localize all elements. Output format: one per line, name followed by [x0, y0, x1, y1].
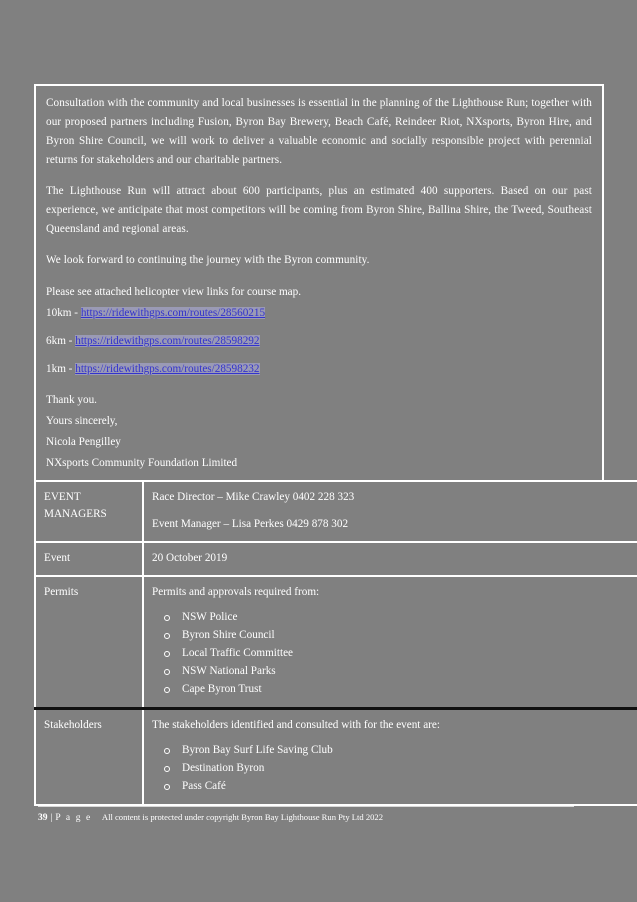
link-label-1km: 1km - — [46, 363, 73, 375]
list-item: NSW National Parks — [182, 663, 632, 680]
row-label-line1: EVENT — [44, 491, 81, 503]
row-label-event: Event — [35, 542, 143, 576]
footer-copyright: All content is protected under copyright Byron Bay Lighthouse Run Pty Ltd 2022 — [101, 812, 384, 822]
row-value-event-managers — [143, 481, 637, 542]
link-row-1km — [46, 359, 592, 380]
course-map-link-6km[interactable]: https://ridewithgps.com/routes/28598292 — [75, 335, 260, 347]
signature-valediction: Yours sincerely, — [46, 415, 118, 427]
list-item: Byron Bay Surf Life Saving Club — [182, 742, 632, 759]
signature-name: Nicola Pengilley — [46, 436, 121, 448]
footer-page-word: P a g e — [55, 813, 92, 823]
link-row-6km — [46, 331, 592, 352]
paragraph-closing: We look forward to continuing the journey with the Byron community. — [46, 254, 370, 266]
table-row-stakeholders — [35, 709, 637, 806]
list-item: Cape Byron Trust — [182, 681, 632, 698]
list-item: NSW Police — [182, 609, 632, 626]
stakeholders-heading: The stakeholders identified and consulted with for the event are: — [152, 719, 440, 731]
row-value-event-date: 20 October 2019 — [143, 542, 637, 576]
row-label-stakeholders: Stakeholders — [35, 709, 143, 806]
row-label-permits: Permits — [35, 576, 143, 709]
stakeholders-list — [152, 742, 632, 795]
paragraph-participants: The Lighthouse Run will attract about 600 participants, plus an estimated 400 supporters. Based on our past experience, we anticipate that most competitors will be coming from Byron Shire, Ballina Shire, the Tweed, Southeast Queensland and regional areas. — [46, 185, 592, 235]
event-details-table — [34, 480, 637, 806]
page-content — [34, 84, 604, 806]
race-director-contact: Race Director – Mike Crawley 0402 228 323 — [152, 491, 355, 503]
signature-block — [46, 390, 592, 474]
permits-list — [152, 609, 632, 698]
signature-thanks: Thank you. — [46, 394, 97, 406]
link-label-6km: 6km - — [46, 335, 73, 347]
row-label-line2: MANAGERS — [44, 508, 107, 520]
signature-organisation: NXsports Community Foundation Limited — [46, 457, 238, 469]
page-footer — [38, 811, 598, 825]
links-intro: Please see attached helicopter view links for course map. — [46, 286, 302, 298]
list-item: Local Traffic Committee — [182, 645, 632, 662]
table-row-event-managers — [35, 481, 637, 542]
event-manager-contact: Event Manager – Lisa Perkes 0429 878 302 — [152, 518, 349, 530]
row-value-stakeholders — [143, 709, 637, 806]
permits-heading: Permits and approvals required from: — [152, 586, 320, 598]
link-label-10km: 10km - — [46, 307, 79, 319]
row-label-event-managers — [35, 481, 143, 542]
list-item: Pass Café — [182, 778, 632, 795]
paragraph-consultation: Consultation with the community and local businesses is essential in the planning of the Lighthouse Run; together with our proposed partners including Fusion, Byron Bay Brewery, Beach Café, Reindeer Riot, NXsports, Byron Hire, and Byron Shire Council, we will work to deliver a valuable economic and socially responsible project with perennial returns for stakeholders and our charitable partners. — [46, 97, 592, 166]
table-row-event-date — [35, 542, 637, 576]
link-row-10km — [46, 303, 592, 324]
row-value-permits — [143, 576, 637, 709]
list-item: Destination Byron — [182, 760, 632, 777]
footer-separator: | — [50, 813, 53, 823]
list-item: Byron Shire Council — [182, 627, 632, 644]
table-row-permits — [35, 576, 637, 709]
course-map-link-10km[interactable]: https://ridewithgps.com/routes/28560215 — [80, 307, 266, 319]
footer-divider — [38, 806, 574, 807]
footer-page-number: 39 — [38, 813, 48, 823]
letter-body — [34, 84, 604, 480]
course-map-link-1km[interactable]: https://ridewithgps.com/routes/28598232 — [75, 363, 260, 375]
